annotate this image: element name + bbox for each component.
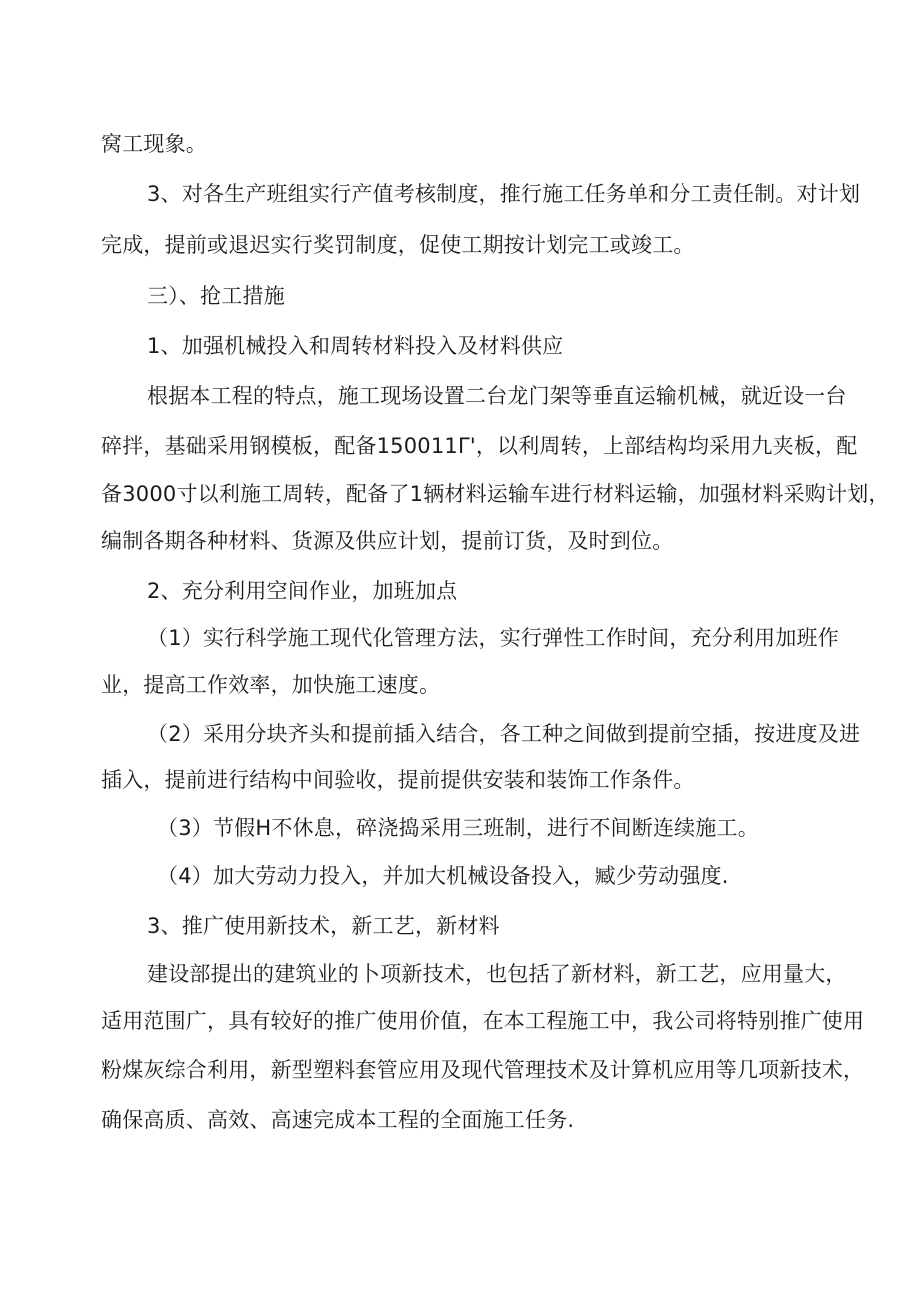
text-line: 粉煤灰综合利用，新型塑料套管应用及现代管理技术及计算机应用等几项新技术， — [101, 1058, 865, 1082]
text-line: （2）采用分块齐头和提前插入结合，各工种之间做到提前空插，按进度及进 — [147, 722, 861, 746]
subsection-heading: 3、推广使用新技术，新工艺，新材料 — [147, 914, 500, 938]
text-line: 插入，提前进行结构中间验收，提前提供安装和装饰工作条件。 — [101, 768, 695, 792]
text-line: 编制各期各种材料、货源及供应计划，提前订货，及时到位。 — [101, 529, 674, 553]
text-line: 完成，提前或退迟实行奖罚制度，促使工期按计划完工或竣工。 — [101, 233, 695, 257]
text-line: 建设部提出的建筑业的卜项新技术，也包括了新材料，新工艺，应用量大， — [147, 962, 847, 986]
subsection-heading: 2、充分利用空间作业，加班加点 — [147, 579, 458, 603]
text-line: 业，提高工作效率，加快施工速度。 — [101, 673, 441, 697]
section-heading: 三）、抢工措施 — [147, 284, 285, 308]
text-line: 适用范围广，具有较好的推广使用价值，在本工程施工中，我公司将特别推广使用 — [101, 1009, 865, 1033]
text-line: （4）加大劳动力投入，并加大机械设备投入，臧少劳动强度. — [157, 864, 729, 888]
subsection-heading: 1、加强机械投入和周转材料投入及材料供应 — [147, 334, 564, 358]
text-line: 根据本工程的特点，施工现场设置二台龙门架等垂直运输机械，就近设一台 — [147, 384, 847, 408]
text-line: （3）节假H不休息，碎浇捣采用三班制，进行不间断连续施工。 — [157, 816, 759, 840]
text-line: 碎拌，基础采用钢模板，配备150011Γ'，以利周转，上部结构均采用九夹板，配 — [101, 434, 858, 458]
text-line: 确保高质、高效、高速完成本工程的全面施工任务. — [101, 1108, 575, 1132]
text-line: （1）实行科学施工现代化管理方法，实行弹性工作时间，充分利用加班作 — [147, 626, 839, 650]
text-line: 3、对各生产班组实行产值考核制度，推行施工任务单和分工责任制。对计划 — [147, 182, 861, 206]
text-line: 窝工现象。 — [101, 132, 207, 156]
text-line: 备3000寸以利施工周转，配备了1辆材料运输车进行材料运输，加强材料采购计划， — [101, 482, 890, 506]
